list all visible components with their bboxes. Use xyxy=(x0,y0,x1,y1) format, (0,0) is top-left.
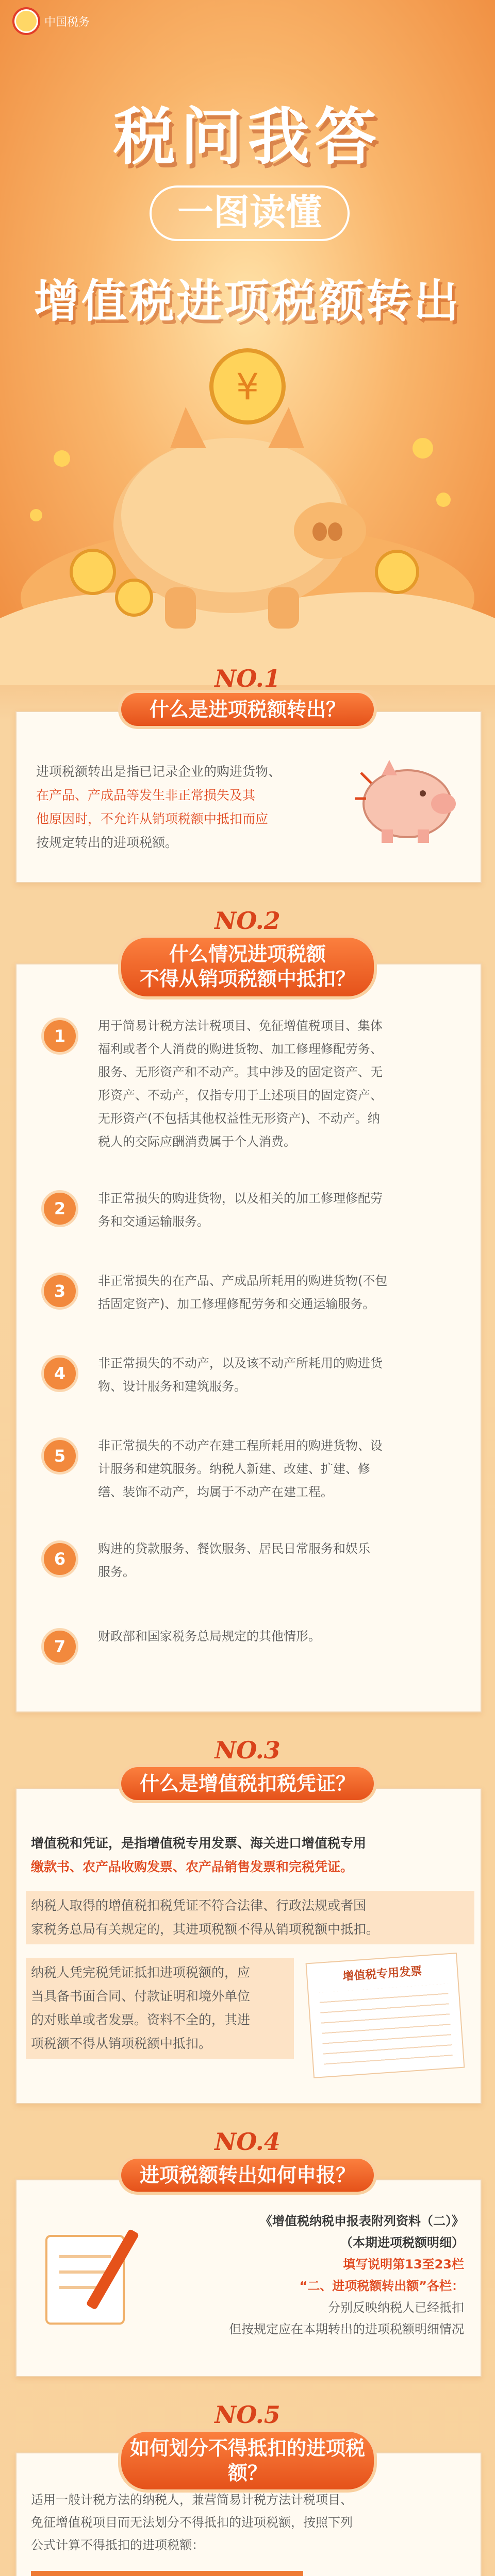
s5-formula xyxy=(31,2571,303,2576)
hero-pill: 一图读懂 xyxy=(150,185,350,241)
step-number: 4 xyxy=(41,1355,78,1392)
section-2-heading xyxy=(121,938,374,996)
s3-box2-line-4: 项税额不得从销项税额中抵扣。 xyxy=(31,2036,212,2051)
section-number-4: NO.4 xyxy=(214,2128,280,2156)
item1-line-3: 服务、无形资产和不动产。其中涉及的固定资产、无 xyxy=(98,1065,383,1079)
tax-emblem-icon xyxy=(12,7,40,35)
section-4-heading: 进项税额转出如何申报？ xyxy=(121,2159,374,2192)
brand-logo xyxy=(12,7,90,35)
step-number: 2 xyxy=(41,1190,78,1227)
item5-line-1: 非正常损失的不动产在建工程所耗用的购进货物、设 xyxy=(98,1438,383,1453)
section-number-3: NO.3 xyxy=(214,1736,280,1764)
item5-line-2: 计服务和建筑服务。纳税人新建、改建、扩建、修 xyxy=(98,1462,370,1476)
s2-heading-line-2: 不得从销项税额中抵扣？ xyxy=(139,968,355,990)
item2-line-1: 非正常损失的购进货物，以及相关的加工修理修配劳 xyxy=(98,1191,383,1206)
s3-box2-line-1: 纳税人凭完税凭证抵扣进项税额的，应 xyxy=(31,1965,251,1980)
receipt-lines xyxy=(319,1984,453,2064)
item1-line-5: 无形资产(不包括其他权益性无形资产)、不动产。纳 xyxy=(98,1111,380,1126)
s3-box2-line-3: 的对账单或者发票。资料不全的，其进 xyxy=(31,2012,251,2027)
hero-banner xyxy=(0,0,495,685)
section-5-heading: 如何划分不得抵扣的进项税额？ xyxy=(121,2432,374,2489)
svg-text:¥: ¥ xyxy=(236,366,259,408)
item3-line-2: 括固定资产)、加工修理修配劳务和交通运输服务。 xyxy=(98,1297,375,1311)
item1-line-4: 形资产、不动产，仅指专用于上述项目的固定资产、 xyxy=(98,1088,383,1103)
section-1-heading: 什么是进项税额转出？ xyxy=(121,693,374,726)
s3-box1-line-1: 纳税人取得的增值税扣税凭证不符合法律、行政法规或者国 xyxy=(31,1898,367,1913)
step-number: 7 xyxy=(41,1628,78,1665)
step-number: 3 xyxy=(41,1273,78,1310)
s1-line-3: 他原因时，不允许从销项税额中抵扣而应 xyxy=(36,811,269,826)
item3-line-1: 非正常损失的在产品、产成品所耗用的购进货物(不包 xyxy=(98,1274,388,1288)
hero-subtitle: 增值税进项税额转出 xyxy=(34,275,461,328)
item2-line-2: 务和交通运输服务。 xyxy=(98,1214,209,1229)
s3-box1-line-2: 家税务总局有关规定的，其进项税额不得从销项税额中抵扣。 xyxy=(31,1922,380,1937)
item4-line-1: 非正常损失的不动产，以及该不动产所耗用的购进货 xyxy=(98,1356,383,1370)
section-3-heading: 什么是增值税扣税凭证？ xyxy=(121,1767,374,1800)
sad-piggy-icon xyxy=(351,752,464,845)
s4-line-1: 《增值税纳税申报表附列资料（二）》 xyxy=(260,2214,464,2228)
item1-line-6: 税人的交际应酬消费属于个人消费。 xyxy=(98,1134,296,1149)
s5-line-3: 公式计算不得抵扣的进项税额： xyxy=(31,2538,204,2552)
hero-title: 税问我答 xyxy=(113,100,382,173)
s4-line-3: 填写说明第13至23栏 xyxy=(343,2257,464,2272)
item7-line-1: 财政部和国家税务总局规定的其他情形。 xyxy=(98,1629,321,1643)
s5-line-2: 免征增值税项目而无法划分不得抵扣的进项税额，按照下列 xyxy=(31,2515,353,2530)
s4-line-6: 但按规定应在本期转出的进项税额明细情况 xyxy=(229,2322,464,2336)
step-number: 1 xyxy=(41,1018,78,1055)
s1-line-4: 按规定转出的进项税额。 xyxy=(36,835,178,850)
section-number-1: NO.1 xyxy=(214,665,280,692)
item5-line-3: 缮、装饰不动产，均属于不动产在建工程。 xyxy=(98,1485,333,1499)
receipt-title: 增值税专用发票 xyxy=(342,1964,423,1984)
s2-heading-line-1: 什么情况进项税额 xyxy=(169,943,326,965)
item1-line-1: 用于简易计税方法计税项目、免征增值税项目、集体 xyxy=(98,1019,383,1033)
s4-line-2: （本期进项税额明细） xyxy=(340,2235,464,2250)
s4-line-4: “二、进项税额转出额”各栏： xyxy=(299,2279,464,2293)
section-number-2: NO.2 xyxy=(214,907,280,935)
item6-line-1: 购进的贷款服务、餐饮服务、居民日常服务和娱乐 xyxy=(98,1541,370,1556)
piggy-bank-illustration xyxy=(0,330,495,685)
s1-line-1: 进项税额转出是指已记录企业的购进货物、 xyxy=(36,764,282,779)
brand-name: 中国税务 xyxy=(44,15,90,29)
invoice-receipt-image xyxy=(306,1953,465,2078)
item6-line-2: 服务。 xyxy=(98,1565,135,1579)
s3-box2-line-2: 当具备书面合同、付款证明和境外单位 xyxy=(31,1989,251,2004)
section-number-5: NO.5 xyxy=(214,2401,280,2429)
s5-line-1: 适用一般计税方法的纳税人，兼营简易计税方法计税项目、 xyxy=(31,2493,353,2507)
pen-paper-icon xyxy=(36,2215,155,2329)
money-bag-icon xyxy=(320,2555,459,2576)
s3-line-1: 增值税和凭证，是指增值税专用发票、海关进口增值税专用 xyxy=(31,1836,367,1851)
s1-line-2: 在产品、产成品等发生非正常损失及其 xyxy=(36,788,256,803)
step-number: 5 xyxy=(41,1437,78,1475)
item1-line-2: 福利或者个人消费的购进货物、加工修理修配劳务、 xyxy=(98,1042,383,1056)
s3-line-2: 缴款书、农产品收购发票、农产品销售发票和完税凭证。 xyxy=(31,1859,354,1874)
step-number: 6 xyxy=(41,1540,78,1578)
s4-line-5: 分别反映纳税人已经抵扣 xyxy=(328,2300,464,2315)
item4-line-2: 物、设计服务和建筑服务。 xyxy=(98,1379,246,1394)
